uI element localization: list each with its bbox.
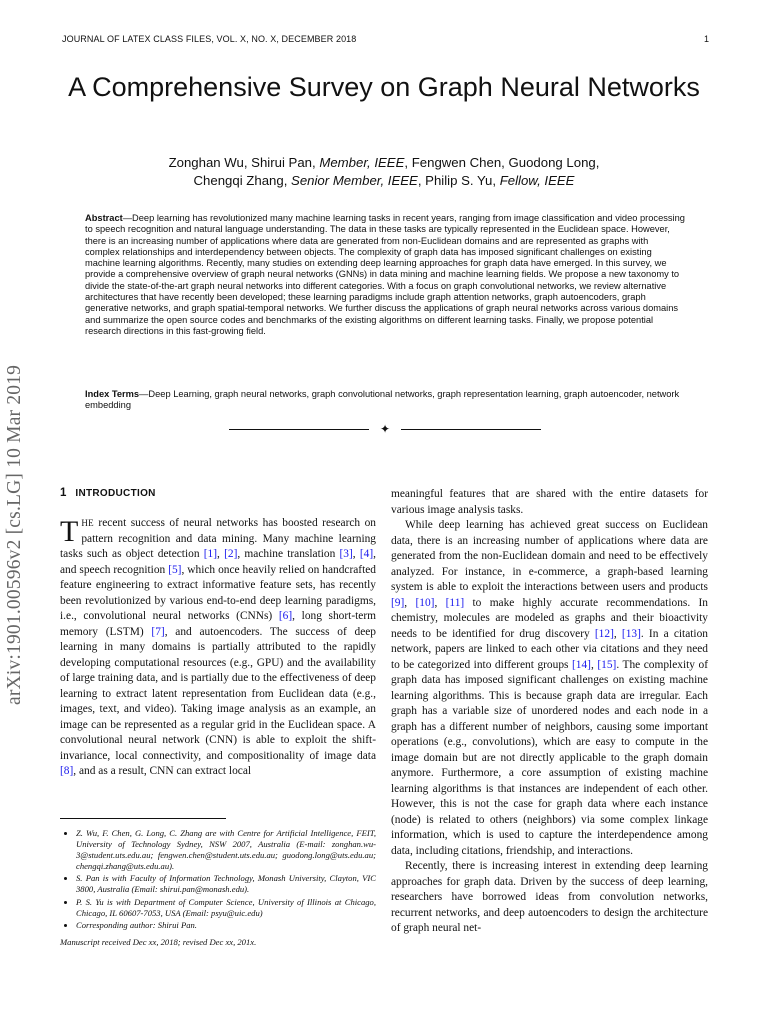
citation-link[interactable]: [6] bbox=[278, 610, 293, 622]
author-names: , Fengwen Chen, Guodong Long, bbox=[404, 155, 600, 170]
body-text: . The complexity of graph data has imposed significant challenges on existing machine learning algorithms. This is because graph data are irregular. Each graph has a variable size of unordered nodes and each node in a graph has a different number of neighbors, causing some important operations (e.g., convolutions), which are easy to compute in the image domain but are not directly applicable to the graph domain anymore. Furthermore, a core assumption of existing machine learning algorithms is that instances are independent of each other. However, this is not the case for graph data where each instance (node) is related to others (neighbors) via some complex linkage information, which is used to capture the interdependence among data, including citations, friendship, and interactions. bbox=[391, 658, 708, 857]
intro-paragraph bbox=[391, 518, 708, 859]
abstract bbox=[85, 213, 685, 337]
body-text: , which once heavily relied on handcrafted feature engineering to extract informative feature sets, has recently been revolutionized by various end-to-end deep learning paradigms, i.e., convolutional neural networks (CNNs) bbox=[60, 563, 377, 622]
citation-link[interactable]: [8] bbox=[60, 765, 74, 777]
footnote-affiliation: • P. S. Yu is with Department of Computer Science, University of Illinois at Chicago, Chicago, IL 60607-7053, USA (Email: psyu@uic.edu) bbox=[76, 897, 376, 919]
citation-link[interactable]: [3] bbox=[339, 548, 353, 560]
body-text: , bbox=[590, 658, 598, 671]
author-title: Fellow, IEEE bbox=[499, 173, 575, 188]
author-names: , Philip S. Yu, bbox=[417, 173, 500, 188]
body-text: , and autoencoders. The success of deep learning in many domains is partially attributed to the rapidly developing computational resources (e.g., GPU) and the availability of large training data, and is partially due to the effectiveness of deep learning to extract latent representation from Euclidean data (e.g., images, text, and video). Taking image analysis as an example, an image can be represented as a regular grid in the Euclidean space. A convolutional neural network (CNN) is able to exploit the shift-invariance, local connectivity, and compositionality of image data bbox=[60, 625, 376, 762]
author-names: Chengqi Zhang, bbox=[193, 173, 292, 188]
body-text: to make highly accurate recommendations. In chemistry, molecules are modeled as graphs and their bioactivity needs to be identified for drug discovery bbox=[391, 596, 708, 640]
dropcap: T bbox=[60, 515, 79, 548]
footnote-corresponding: • Corresponding author: Shirui Pan. bbox=[76, 920, 376, 931]
section-number: 1 bbox=[60, 487, 67, 499]
citation-link[interactable]: [1] bbox=[203, 548, 218, 560]
abstract-label: Abstract bbox=[85, 213, 123, 223]
body-text: , bbox=[404, 596, 416, 609]
author-list bbox=[60, 154, 708, 190]
author-title: Member, IEEE bbox=[319, 155, 405, 170]
footnote-rule bbox=[60, 818, 226, 819]
body-text: , and speech recognition bbox=[60, 548, 376, 576]
citation-link[interactable]: [5] bbox=[168, 563, 182, 576]
body-text: . In a citation network, papers are linked to each other via citations and they need to be categorized into different groups bbox=[391, 627, 708, 671]
author-title: Senior Member, IEEE bbox=[291, 173, 418, 188]
manuscript-dates: Manuscript received Dec xx, 2018; revised Dec xx, 201x. bbox=[60, 936, 257, 947]
section-heading bbox=[60, 487, 156, 499]
section-separator bbox=[229, 422, 541, 436]
citation-link[interactable]: [13] bbox=[621, 627, 641, 640]
body-text: recent success of neural networks has boosted research on pattern recognition and data mining. Many machine learning tasks such as object detection bbox=[60, 517, 376, 560]
footnote-affiliation: • S. Pan is with Faculty of Information Technology, Monash University, Clayton, VIC 3800, Australia (Email: shirui.pan@monash.edu). bbox=[76, 873, 376, 895]
intro-paragraph bbox=[60, 516, 376, 780]
author-line-1 bbox=[60, 154, 708, 172]
right-column bbox=[391, 487, 708, 937]
smallcaps-lead: HE bbox=[81, 518, 94, 528]
footnotes bbox=[60, 828, 376, 948]
citation-link[interactable]: [4] bbox=[359, 548, 374, 560]
citation-link[interactable]: [11] bbox=[445, 596, 465, 609]
left-column bbox=[60, 516, 376, 780]
diamond-icon: ✦ bbox=[379, 422, 391, 436]
author-line-2 bbox=[60, 172, 708, 190]
intro-paragraph: Recently, there is increasing interest in extending deep learning approaches for graph data. Driven by the success of deep learning, researchers have borrowed ideas from convolution networks, recurrent networks, and deep autoencoders to design the architecture of graph neural net- bbox=[391, 860, 708, 934]
body-text: , bbox=[434, 596, 446, 609]
arxiv-identifier[interactable]: arXiv:1901.00596v2 [cs.LG] 10 Mar 2019 bbox=[4, 364, 25, 705]
citation-link[interactable]: [15] bbox=[597, 658, 617, 671]
separator-line bbox=[229, 429, 369, 430]
index-terms-text: —Deep Learning, graph neural networks, graph convolutional networks, graph representation learning, graph autoencoder, network embedding bbox=[85, 389, 680, 411]
body-text: , machine translation bbox=[237, 548, 340, 560]
abstract-text: —Deep learning has revolutionized many machine learning tasks in recent years, ranging from image classification and video processing to speech recognition and natural language understanding. The data in these tasks are typically represented in the Euclidean space. However, there is an increasing number of applications where data are generated from non-Euclidean domains and are represented as graphs with complex relationships and interdependency between objects. The complexity of graph data has imposed significant challenges on existing machine learning algorithms. Recently, many studies on extending deep learning approaches for graph data have emerged. In this survey, we provide a comprehensive overview of graph neural networks (GNNs) in data mining and machine learning fields. We propose a new taxonomy to divide the state-of-the-art graph neural networks into different categories. With a focus on graph convolutional networks, we review alternative architectures that have recently been developed; these learning paradigms include graph attention networks, graph autoencoders, graph generative networks, and graph spatial-temporal networks. We further discuss the applications of graph neural networks across various domains and summarize the open source codes and benchmarks of the existing algorithms on different learning tasks. Finally, we propose potential research directions in this fast-growing field. bbox=[85, 213, 685, 336]
body-text: While deep learning has achieved great success on Euclidean data, there is an increasing number of applications where data are generated from the non-Euclidean domain and need to be effectively analyzed. For instance, in e-commerce, a graph-based learning system is able to exploit the interactions between users and products bbox=[391, 519, 708, 593]
index-terms bbox=[85, 389, 685, 412]
body-text: , bbox=[217, 548, 225, 560]
footnote-affiliation: • Z. Wu, F. Chen, G. Long, C. Zhang are with Centre for Artificial Intelligence, FEIT, University of Technology Sydney, NSW 2007, Australia (E-mail: zonghan.wu-3@student.uts.edu.au; fengwen.chen@student.uts.edu.au; guodong.long@uts.edu.au; chengqi.zhang@uts.edu.au). bbox=[76, 828, 376, 872]
running-header: JOURNAL OF LATEX CLASS FILES, VOL. X, NO. X, DECEMBER 2018 bbox=[62, 34, 357, 44]
separator-line bbox=[401, 429, 541, 430]
citation-link[interactable]: [14] bbox=[571, 658, 591, 671]
citation-link[interactable]: [9] bbox=[391, 596, 405, 609]
citation-link[interactable]: [2] bbox=[224, 548, 238, 560]
page-number: 1 bbox=[704, 34, 710, 44]
author-names: Zonghan Wu, Shirui Pan, bbox=[168, 155, 320, 170]
index-terms-label: Index Terms bbox=[85, 389, 140, 399]
body-text: , bbox=[352, 548, 360, 560]
citation-link[interactable]: [12] bbox=[594, 627, 614, 640]
citation-link[interactable]: [10] bbox=[415, 596, 435, 609]
section-title: INTRODUCTION bbox=[75, 488, 156, 499]
body-text: , and as a result, CNN can extract local bbox=[73, 765, 252, 777]
body-text: , long short-term memory (LSTM) bbox=[60, 610, 376, 638]
intro-paragraph: meaningful features that are shared with the entire datasets for various image analysis tasks. bbox=[391, 488, 708, 516]
paper-title: A Comprehensive Survey on Graph Neural Networks bbox=[68, 72, 700, 102]
citation-link[interactable]: [7] bbox=[151, 625, 165, 638]
body-text: , bbox=[613, 627, 622, 640]
